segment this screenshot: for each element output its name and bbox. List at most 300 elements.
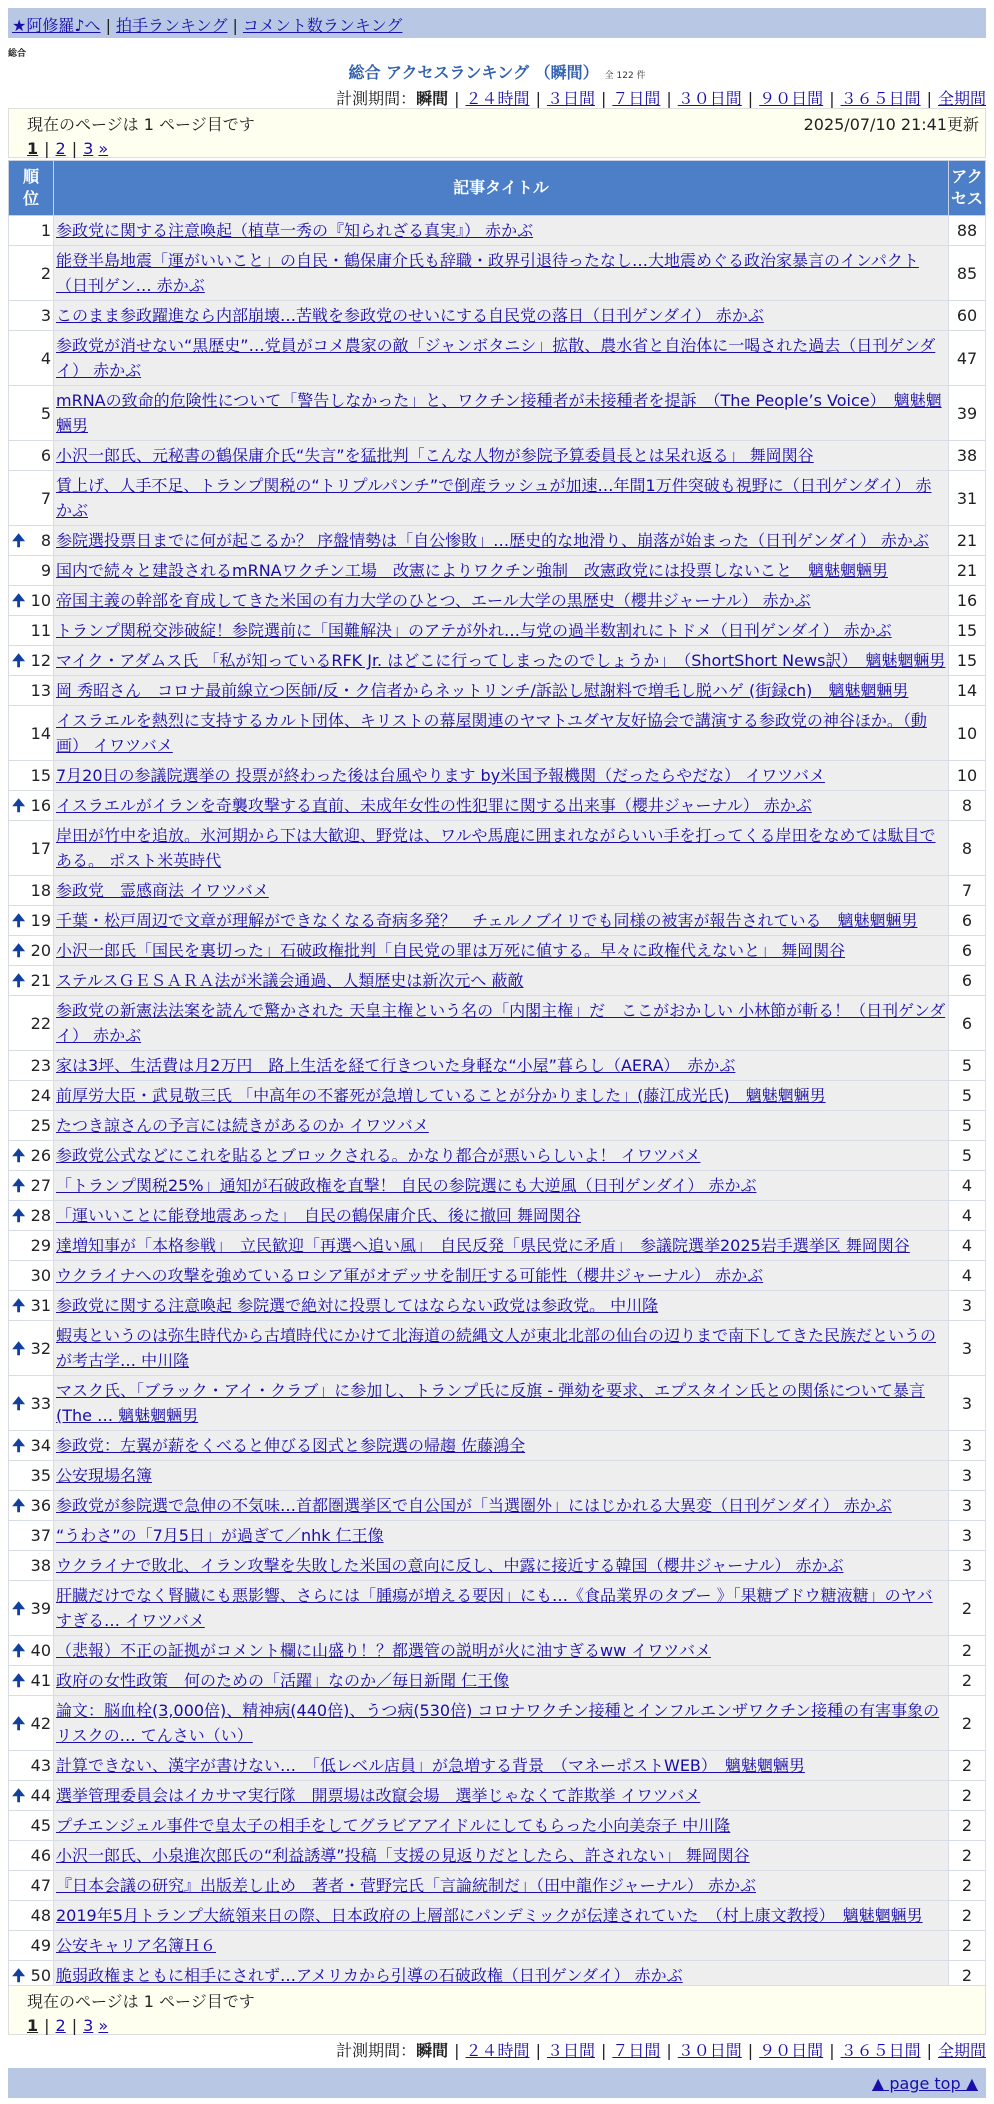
access-count: 47	[949, 331, 986, 386]
rank-cell	[9, 1871, 54, 1901]
title-cell	[54, 586, 949, 616]
rank-number: 48	[30, 1906, 51, 1925]
table-row	[9, 1231, 986, 1261]
access-count: 4	[949, 1171, 986, 1201]
table-row	[9, 646, 986, 676]
table-row	[9, 1696, 986, 1751]
title-cell	[54, 301, 949, 331]
title-cell	[54, 1636, 949, 1666]
article-link[interactable]: 家は3坪、生活費は月2万円 路上生活を経て行きついた身軽な“小屋”暮らし（AERA） 赤かぶ	[56, 1056, 736, 1075]
access-count: 2	[949, 1636, 986, 1666]
rank-cell	[9, 821, 54, 876]
title-cell	[54, 936, 949, 966]
rank-cell	[9, 1171, 54, 1201]
period-separator: |	[454, 2041, 460, 2060]
rank-cell	[9, 1696, 54, 1751]
up-arrow-icon: 🠉	[12, 971, 26, 990]
rank-cell	[9, 1051, 54, 1081]
table-row	[9, 386, 986, 441]
rank-number: 26	[30, 1146, 51, 1165]
access-count: 14	[949, 676, 986, 706]
table-row	[9, 526, 986, 556]
rank-number: 20	[30, 941, 51, 960]
access-count: 3	[949, 1376, 986, 1431]
title-cell	[54, 1291, 949, 1321]
page-link[interactable]: 2	[55, 2016, 66, 2035]
up-arrow-icon: 🠉	[12, 1206, 26, 1225]
rank-number: 7	[40, 488, 51, 508]
period-separator: |	[926, 89, 932, 108]
rank-number: 44	[30, 1786, 51, 1805]
period-link[interactable]: ２４時間	[465, 2041, 530, 2060]
rank-cell	[9, 441, 54, 471]
article-link[interactable]: 参政党の新憲法法案を読んで驚かされた 天皇主権という名の「内閣主権」だ ここがおかしい 小林節が斬る！（日刊ゲンダイ） 赤かぶ	[56, 1001, 946, 1045]
rank-cell	[9, 1261, 54, 1291]
title-cell	[54, 1696, 949, 1751]
title-cell	[54, 471, 949, 526]
rank-number: 17	[30, 838, 51, 858]
period-link[interactable]: ７日間	[612, 89, 661, 108]
title-cell	[54, 616, 949, 646]
period-selector-bottom	[336, 2038, 986, 2061]
period-link[interactable]: ９０日間	[759, 89, 824, 108]
rank-number: 5	[40, 403, 51, 423]
period-link[interactable]: 全期間	[937, 89, 986, 108]
article-link[interactable]: イスラエルを熱烈に支持するカルト団体、キリストの幕屋関連のヤマトユダヤ友好協会で講演する参政党の神谷ほか。（動画） イワツバメ	[56, 711, 927, 755]
period-separator: |	[600, 2041, 607, 2060]
period-separator: |	[666, 2041, 672, 2060]
page-current: 1	[27, 139, 39, 158]
article-link[interactable]: 小沢一郎氏、元秘書の鶴保庸介氏“失言”を猛批判「こんな人物が参院予算委員長とは呆れ返る」 舞岡関谷	[56, 446, 814, 465]
rank-cell	[9, 1521, 54, 1551]
rank-number: 47	[30, 1876, 51, 1895]
table-row	[9, 1081, 986, 1111]
table-row	[9, 1051, 986, 1081]
period-separator: |	[666, 89, 672, 108]
period-link[interactable]: ３日間	[546, 2041, 595, 2060]
period-link[interactable]: ３６５日間	[840, 89, 921, 108]
rank-number: 14	[30, 723, 51, 743]
footer-bar	[8, 2068, 986, 2098]
article-link[interactable]: 小沢一郎氏、小泉進次郎氏の“利益誘導”投稿「支援の見返りだとしたら、許されない」 舞岡関谷	[56, 1846, 750, 1865]
title-cell	[54, 1811, 949, 1841]
access-count: 2	[949, 1841, 986, 1871]
rank-cell	[9, 1551, 54, 1581]
article-link[interactable]: 蝦夷というのは弥生時代から古墳時代にかけて北海道の続縄文人が東北北部の仙台の辺りまで南下してきた民族だというのが考古学… 中川隆	[56, 1326, 937, 1370]
page-title	[8, 60, 986, 83]
access-count: 39	[949, 386, 986, 441]
period-label: 計測期間：	[336, 2041, 417, 2060]
table-row	[9, 1491, 986, 1521]
rank-cell	[9, 1461, 54, 1491]
rank-number: 34	[30, 1436, 51, 1455]
rank-number: 21	[30, 971, 51, 990]
article-link[interactable]: 7月20日の参議院選挙の 投票が終わった後は台風やります by米国予報機関（だったらやだな） イワツバメ	[56, 766, 825, 785]
rank-cell	[9, 1081, 54, 1111]
title-cell	[54, 1376, 949, 1431]
title-cell	[54, 1901, 949, 1931]
rank-cell	[9, 876, 54, 906]
access-count: 7	[949, 876, 986, 906]
table-row	[9, 1321, 986, 1376]
access-count: 21	[949, 556, 986, 586]
up-arrow-icon: 🠉	[12, 1176, 26, 1195]
table-row	[9, 676, 986, 706]
updated-time: 2025/07/10 21:41更新	[803, 115, 979, 134]
top-nav	[8, 8, 986, 38]
current-page-text: 現在のページは 1 ページ目です	[27, 1992, 255, 2011]
applause-ranking-link[interactable]: 拍手ランキング	[115, 16, 228, 35]
article-link[interactable]: 公安キャリア名簿Ｈ６	[56, 1936, 217, 1955]
title-cell	[54, 676, 949, 706]
rank-cell	[9, 1931, 54, 1961]
article-link[interactable]: 岡 秀昭さん コロナ最前線立つ医師/反・ク信者からネットリンチ/訴訟し慰謝料で増毛し脱ハゲ (街録ch) 魑魅魍魎男	[56, 681, 909, 700]
rank-number: 11	[30, 621, 51, 640]
article-link[interactable]: 「トランプ関税25%」通知が石破政権を直撃！ 自民の参院選にも大逆風（日刊ゲンダイ） 赤かぶ	[56, 1176, 757, 1195]
article-link[interactable]: 国内で続々と建設されるmRNAワクチン工場 改憲によりワクチン強制 改憲政党には投票しないこと 魑魅魍魎男	[56, 561, 889, 580]
title-cell	[54, 386, 949, 441]
access-count: 6	[949, 936, 986, 966]
table-row	[9, 1901, 986, 1931]
title-cell	[54, 1666, 949, 1696]
period-link[interactable]: ２４時間	[465, 89, 530, 108]
period-current: 瞬間	[416, 2041, 449, 2060]
table-row	[9, 1291, 986, 1321]
rank-cell	[9, 1491, 54, 1521]
article-link[interactable]: 帝国主義の幹部を育成してきた米国の有力大学のひとつ、エール大学の黒歴史（櫻井ジャーナル） 赤かぶ	[56, 591, 811, 610]
title-cell	[54, 246, 949, 301]
title-cell	[54, 706, 949, 761]
table-row	[9, 216, 986, 246]
article-link[interactable]: 岸田が竹中を追放。氷河期から下は大歓迎、野党は、ワルや馬鹿に囲まれながらいい手を打ってくる岸田をなめては駄目である。 ポスト米英時代	[56, 826, 936, 870]
rank-cell	[9, 471, 54, 526]
article-link[interactable]: 前厚労大臣・武見敬三氏 「中高年の不審死が急増していることが分かりました」(藤江成光氏) 魑魅魍魎男	[56, 1086, 826, 1105]
rank-number: 10	[30, 591, 51, 610]
rank-number: 4	[40, 348, 51, 368]
article-link[interactable]: マイク・アダムス氏 「私が知っているRFK Jr. はどこに行ってしまったのでしょうか」 （ShortShort News訳） 魑魅魍魎男	[56, 651, 946, 670]
period-link[interactable]: ３６５日間	[840, 2041, 921, 2060]
table-row	[9, 1261, 986, 1291]
next-page-link[interactable]: »	[98, 139, 109, 158]
rank-number: 28	[30, 1206, 51, 1225]
access-count: 3	[949, 1521, 986, 1551]
table-row	[9, 616, 986, 646]
rank-number: 49	[30, 1936, 51, 1955]
page-link[interactable]: 2	[55, 139, 66, 158]
article-link[interactable]: 千葉・松戸周辺で文章が理解ができなくなる奇病多発？ チェルノブイリでも同様の被害が報告されている 魑魅魍魎男	[56, 911, 918, 930]
rank-number: 25	[30, 1116, 51, 1135]
period-link[interactable]: ３０日間	[677, 89, 742, 108]
period-separator: |	[600, 89, 607, 108]
table-row	[9, 1521, 986, 1551]
title-cell	[54, 1841, 949, 1871]
access-count: 3	[949, 1291, 986, 1321]
rank-number: 33	[30, 1393, 51, 1413]
article-link[interactable]: ステルスＧＥＳＡＲＡ法が米議会通過、人類歴史は新次元へ 蔽敵	[56, 971, 524, 990]
article-link[interactable]: 能登半島地震「運がいいこと」の自民・鶴保庸介氏も辞職・政界引退待ったなし…大地震めぐる政治家暴言のインパクト（日刊ゲン… 赤かぶ	[56, 251, 919, 295]
up-arrow-icon: 🠉	[12, 1786, 26, 1805]
period-current: 瞬間	[416, 89, 449, 108]
period-separator: |	[747, 89, 754, 108]
rank-cell	[9, 646, 54, 676]
home-link[interactable]: ★阿修羅♪へ	[12, 16, 101, 35]
rank-cell	[9, 1376, 54, 1431]
next-page-link[interactable]: »	[98, 2016, 109, 2035]
rank-cell	[9, 586, 54, 616]
up-arrow-icon: 🠉	[12, 1338, 26, 1358]
table-row	[9, 1551, 986, 1581]
table-row	[9, 791, 986, 821]
title-cell	[54, 1751, 949, 1781]
article-link[interactable]: “うわさ”の「7月5日」が過ぎて／nhk 仁王像	[56, 1526, 384, 1545]
title-cell	[54, 1521, 949, 1551]
rank-number: 35	[30, 1466, 51, 1485]
rank-cell	[9, 526, 54, 556]
rank-cell	[9, 1141, 54, 1171]
rank-number: 32	[30, 1338, 51, 1358]
table-row	[9, 1931, 986, 1961]
rank-number: 16	[30, 796, 51, 815]
access-count: 5	[949, 1111, 986, 1141]
access-count: 2	[949, 1811, 986, 1841]
access-count: 8	[949, 791, 986, 821]
article-link[interactable]: 参政党公式などにこれを貼るとブロックされる。かなり都合が悪いらしいよ！ イワツバメ	[56, 1146, 701, 1165]
article-link[interactable]: 参政党に関する注意喚起（植草一秀の『知られざる真実』） 赤かぶ	[56, 221, 534, 240]
page-links	[27, 2016, 967, 2035]
access-count: 4	[949, 1231, 986, 1261]
rank-cell	[9, 1201, 54, 1231]
table-row	[9, 1171, 986, 1201]
title-cell	[54, 996, 949, 1051]
rank-number: 27	[30, 1176, 51, 1195]
article-link[interactable]: （悲報）不正の証拠がコメント欄に山盛り！？都選管の説明が火に油すぎるww イワツバメ	[56, 1641, 711, 1660]
access-count: 2	[949, 1901, 986, 1931]
table-row	[9, 761, 986, 791]
access-count: 3	[949, 1321, 986, 1376]
period-selector-top	[336, 86, 986, 109]
current-page-text: 現在のページは 1 ページ目です	[27, 115, 255, 134]
title-cell	[54, 1931, 949, 1961]
rank-cell	[9, 1291, 54, 1321]
table-row	[9, 246, 986, 301]
table-row	[9, 1666, 986, 1696]
rank-number: 41	[30, 1671, 51, 1690]
period-link[interactable]: 全期間	[937, 2041, 986, 2060]
period-label: 計測期間：	[336, 89, 417, 108]
title-cell	[54, 821, 949, 876]
rank-cell	[9, 1666, 54, 1696]
rank-number: 37	[30, 1526, 51, 1545]
table-row	[9, 1871, 986, 1901]
title-cell	[54, 1581, 949, 1636]
title-cell	[54, 556, 949, 586]
table-row	[9, 1201, 986, 1231]
article-link[interactable]: 選挙管理委員会はイカサマ実行隊 開票場は改竄会場 選挙じゃなくて詐欺挙 イワツバメ	[56, 1786, 701, 1805]
article-link[interactable]: 賃上げ、人手不足、トランプ関税の“トリプルパンチ”で倒産ラッシュが加速…年間1万件突破も視野に（日刊ゲンダイ） 赤かぶ	[56, 476, 932, 520]
up-arrow-icon: 🠉	[12, 1598, 26, 1618]
access-count: 31	[949, 471, 986, 526]
table-row	[9, 1841, 986, 1871]
rank-number: 50	[30, 1966, 51, 1985]
rank-number: 13	[30, 681, 51, 700]
rank-cell	[9, 1751, 54, 1781]
table-row	[9, 876, 986, 906]
table-row	[9, 301, 986, 331]
article-link[interactable]: このまま参政躍進なら内部崩壊…苦戦を参政党のせいにする自民党の落日（日刊ゲンダイ） 赤かぶ	[56, 306, 764, 325]
table-row	[9, 586, 986, 616]
access-count: 2	[949, 1666, 986, 1696]
article-link[interactable]: mRNAの致命的危険性について「警告しなかった」と、ワクチン接種者が未接種者を提訴 （The People’s Voice） 魑魅魍魎男	[56, 391, 942, 435]
rank-number: 6	[40, 446, 51, 465]
access-count: 4	[949, 1201, 986, 1231]
rank-cell	[9, 966, 54, 996]
period-separator: |	[747, 2041, 754, 2060]
article-link[interactable]: 参政党が参院選で急伸の不気味…首都圏選挙区で自公国が「当選圏外」にはじかれる大異変（日刊ゲンダイ） 赤かぶ	[56, 1496, 892, 1515]
up-arrow-icon: 🠉	[12, 591, 26, 610]
title-cell	[54, 216, 949, 246]
article-link[interactable]: 参政党に関する注意喚起 参院選で絶対に投票してはならない政党は参政党。 中川隆	[56, 1296, 659, 1315]
access-count: 3	[949, 1491, 986, 1521]
nav-separator: |	[232, 16, 238, 35]
rank-cell	[9, 906, 54, 936]
table-row	[9, 821, 986, 876]
title-cell	[54, 526, 949, 556]
article-link[interactable]: 参院選投票日までに何が起こるか？ 序盤情勢は「自公惨敗」…歴史的な地滑り、崩落が始まった（日刊ゲンダイ） 赤かぶ	[56, 531, 929, 550]
access-count: 5	[949, 1051, 986, 1081]
article-link[interactable]: 参政党 霊感商法 イワツバメ	[56, 881, 269, 900]
title-cell	[54, 906, 949, 936]
article-link[interactable]: 小沢一郎氏「国民を裏切った」石破政権批判「自民党の罪は万死に値する。早々に政権代えないと」 舞岡関谷	[56, 941, 846, 960]
access-count: 60	[949, 301, 986, 331]
title-cell	[54, 1491, 949, 1521]
rank-cell	[9, 246, 54, 301]
rank-number: 46	[30, 1846, 51, 1865]
up-arrow-icon: 🠉	[12, 1296, 26, 1315]
rank-header: 順位	[9, 161, 54, 216]
up-arrow-icon: 🠉	[12, 1436, 26, 1455]
article-link[interactable]: 公安現場名簿	[56, 1466, 153, 1485]
title-cell	[54, 1781, 949, 1811]
period-link[interactable]: ３０日間	[677, 2041, 742, 2060]
title-cell	[54, 1171, 949, 1201]
article-link[interactable]: ウクライナへの攻撃を強めているロシア軍がオデッサを制圧する可能性（櫻井ジャーナル） 赤かぶ	[56, 1266, 764, 1285]
period-link[interactable]: ７日間	[612, 2041, 661, 2060]
article-link[interactable]: たつき諒さんの予言には続きがあるのか イワツバメ	[56, 1116, 429, 1135]
article-link[interactable]: 「運いいことに能登地震あった」 自民の鶴保庸介氏、後に撤回 舞岡関谷	[56, 1206, 581, 1225]
article-link[interactable]: 肝臓だけでなく腎臓にも悪影響、さらには「腫瘍が増える要因」にも…《食品業界のタブー 》「果糖ブドウ糖液糖」のヤバすぎる… イワツバメ	[56, 1586, 933, 1630]
rank-number: 40	[30, 1641, 51, 1660]
rank-cell	[9, 1231, 54, 1261]
title-cell	[54, 1871, 949, 1901]
title-cell	[54, 1141, 949, 1171]
access-count: 2	[949, 1961, 986, 1991]
table-row	[9, 1431, 986, 1461]
table-row	[9, 1581, 986, 1636]
up-arrow-icon: 🠉	[12, 651, 26, 670]
article-link[interactable]: 参政党：左翼が薪をくべると伸びる図式と参院選の帰趨 佐藤鴻全	[56, 1436, 526, 1455]
article-link[interactable]: 達増知事が「本格参戦」 立民歓迎「再選へ追い風」 自民反発「県民党に矛盾」 参議院選挙2025岩手選挙区 舞岡関谷	[56, 1236, 910, 1255]
rank-number: 22	[30, 1013, 51, 1033]
title-cell	[54, 966, 949, 996]
article-link[interactable]: イスラエルがイランを奇襲攻撃する直前、未成年女性の性犯罪に関する出来事（櫻井ジャーナル） 赤かぶ	[56, 796, 812, 815]
article-link[interactable]: マスク氏、「ブラック・アイ・クラブ」に参加し、トランプ氏に反旗 - 弾劾を要求、エプスタイン氏との関係について暴言 (The … 魑魅魍魎男	[56, 1381, 925, 1425]
title-cell	[54, 1111, 949, 1141]
page-title-text: 総合 アクセスランキング （瞬間）	[348, 63, 599, 82]
access-count: 16	[949, 586, 986, 616]
period-separator: |	[535, 89, 541, 108]
article-link[interactable]: トランプ関税交渉破綻！参院選前に「国難解決」のアテが外れ…与党の過半数割れにトドメ（日刊ゲンダイ） 赤かぶ	[56, 621, 892, 640]
rank-cell	[9, 616, 54, 646]
access-count: 5	[949, 1081, 986, 1111]
access-count: 2	[949, 1696, 986, 1751]
table-row	[9, 1376, 986, 1431]
access-count: 6	[949, 966, 986, 996]
title-cell	[54, 1551, 949, 1581]
rank-number: 45	[30, 1816, 51, 1835]
comment-ranking-link[interactable]: コメント数ランキング	[242, 16, 403, 35]
table-row	[9, 1751, 986, 1781]
article-link[interactable]: 参政党が消せない“黒歴史”…党員がコメ農家の敵「ジャンボタニシ」拡散、農水省と自治体に一喝された過去（日刊ゲンダイ） 赤かぶ	[56, 336, 936, 380]
access-header: アクセス	[949, 161, 986, 216]
article-link[interactable]: 脆弱政権まともに相手にされず…アメリカから引導の石破政権（日刊ゲンダイ） 赤かぶ	[56, 1966, 683, 1985]
up-arrow-icon: 🠉	[12, 1496, 26, 1515]
rank-number: 1	[40, 221, 51, 240]
rank-cell	[9, 761, 54, 791]
pager-top	[8, 108, 986, 158]
title-cell	[54, 1431, 949, 1461]
table-row	[9, 471, 986, 526]
rank-cell	[9, 996, 54, 1051]
nav-separator: |	[105, 16, 111, 35]
rank-number: 43	[30, 1756, 51, 1775]
period-link[interactable]: ９０日間	[759, 2041, 824, 2060]
rank-cell	[9, 1431, 54, 1461]
page-link[interactable]: 3	[83, 2016, 94, 2035]
rank-cell	[9, 791, 54, 821]
page-separator: |	[44, 2016, 50, 2035]
period-link[interactable]: ３日間	[546, 89, 595, 108]
rank-number: 12	[30, 651, 51, 670]
up-arrow-icon: 🠉	[12, 1671, 26, 1690]
ranking-body	[9, 216, 986, 1991]
period-separator: |	[926, 2041, 932, 2060]
article-link[interactable]: 論文：脳血栓(3,000倍)、精神病(440倍)、うつ病(530倍) コロナワクチン接種とインフルエンザワクチン接種の有害事象のリスクの… てんさい（い）	[56, 1701, 940, 1745]
table-row	[9, 1141, 986, 1171]
table-row	[9, 556, 986, 586]
access-count: 3	[949, 1461, 986, 1491]
rank-cell	[9, 706, 54, 761]
table-row	[9, 966, 986, 996]
table-header-row	[9, 161, 986, 216]
article-link[interactable]: 計算できない、漢字が書けない… 「低レベル店員」が急増する背景 （マネーポストWEB） 魑魅魍魎男	[56, 1756, 805, 1775]
article-link[interactable]: 2019年5月トランプ大統領来日の際、日本政府の上層部にパンデミックが伝達されていた （村上康文教授） 魑魅魍魎男	[56, 1906, 923, 1925]
access-count: 3	[949, 1551, 986, 1581]
title-cell	[54, 761, 949, 791]
article-link[interactable]: プチエンジェル事件で皇太子の相手をしてグラビアアイドルにしてもらった小向美奈子 中川隆	[56, 1816, 731, 1835]
article-link[interactable]: 政府の女性政策 何のための「活躍」なのか／毎日新聞 仁王像	[56, 1671, 510, 1690]
article-link[interactable]: ウクライナで敗北、イラン攻撃を失敗した米国の意向に反し、中露に接近する韓国（櫻井ジャーナル） 赤かぶ	[56, 1556, 844, 1575]
article-link[interactable]: 『日本会議の研究』出版差し止め 著者・菅野完氏「言論統制だ」（田中龍作ジャーナル） 赤かぶ	[56, 1876, 756, 1895]
title-cell	[54, 646, 949, 676]
period-separator: |	[454, 89, 460, 108]
rank-cell	[9, 331, 54, 386]
page-link[interactable]: 3	[83, 139, 94, 158]
rank-number: 15	[30, 766, 51, 785]
title-cell	[54, 876, 949, 906]
pager-bottom	[8, 1985, 986, 2035]
table-row	[9, 1461, 986, 1491]
page-top-link[interactable]: ▲ page top ▲	[871, 2074, 978, 2093]
